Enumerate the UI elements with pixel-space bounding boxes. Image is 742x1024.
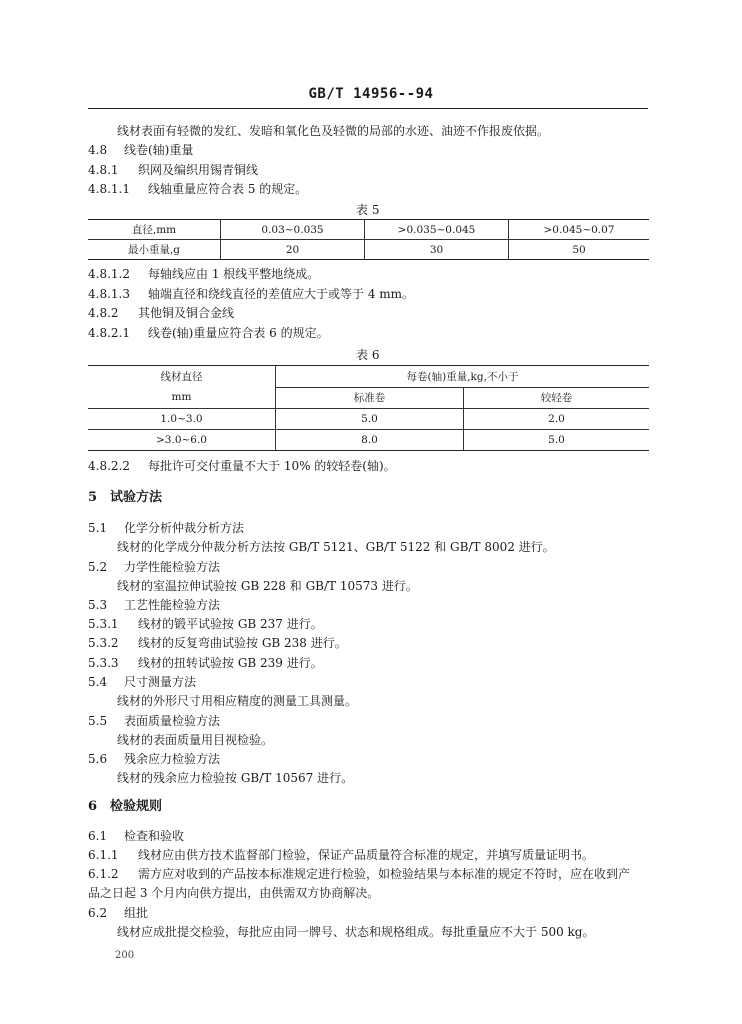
table-5 — [88, 219, 649, 260]
row-label-diameter: 直径,mm — [88, 220, 221, 240]
clause-title: 工艺性能检验方法 — [124, 598, 221, 612]
clause-6-2 — [88, 906, 148, 920]
clause-text: 需方应对收到的产品按本标准规定进行检验，如检验结果与本标准的规定不符时，应在收到产 — [138, 867, 631, 881]
cell-lighter-weight: 5.0 — [548, 434, 565, 446]
clause-text: 线轴重量应符合表 5 的规定。 — [148, 182, 308, 196]
clause-number: 4.8.1 — [88, 163, 119, 177]
clause-text: 线材的锻平试验按 GB 237 进行。 — [138, 617, 323, 631]
table-row — [88, 220, 649, 240]
clause-number: 5.6 — [88, 752, 108, 766]
clause-text: 线材的扭转试验按 GB 239 进行。 — [138, 656, 323, 670]
clause-6-1-2-continuation: 品之日起 3 个月内向供方提出，由供需双方协商解决。 — [88, 886, 380, 900]
clause-text: 每轴线应由 1 根线平整地绕成。 — [148, 267, 320, 281]
clause-number: 5.5 — [88, 714, 108, 728]
clause-number: 5.3.3 — [88, 656, 119, 670]
table-5-caption: 表 5 — [356, 203, 380, 217]
clause-text: 线材应由供方技术监督部门检验，保证产品质量符合标准的规定，并填写质量证明书。 — [138, 848, 595, 862]
row-label-min-weight: 最小重量,g — [88, 240, 221, 260]
cell-min-weight: 30 — [365, 240, 509, 260]
table-row — [88, 366, 649, 388]
header-diameter-label: 线材直径 — [160, 371, 203, 383]
clause-text: 每批许可交付重量不大于 10% 的较轻卷(轴)。 — [148, 459, 396, 473]
header-lighter-coil: 较轻卷 — [540, 392, 573, 405]
cell-diameter: 1.0~3.0 — [88, 409, 276, 430]
section-title: 试验方法 — [110, 490, 163, 505]
clause-title: 检查和验收 — [124, 829, 185, 843]
paragraph-5-4: 线材的外形尺寸用相应精度的测量工具测量。 — [117, 694, 358, 708]
clause-title: 其他铜及铜合金线 — [138, 306, 235, 320]
clause-number: 6.1 — [88, 829, 108, 843]
clause-title: 化学分析仲裁分析方法 — [124, 521, 245, 535]
clause-text: 线材的反复弯曲试验按 GB 238 进行。 — [138, 636, 347, 650]
clause-number: 5.2 — [88, 560, 108, 574]
clause-4-8-1 — [88, 163, 258, 177]
cell-min-weight: 50 — [572, 243, 586, 256]
section-6-heading — [88, 800, 162, 814]
clause-number: 6.1.1 — [88, 848, 119, 862]
table-6-caption: 表 6 — [356, 348, 380, 362]
clause-number: 4.8.1.2 — [88, 267, 130, 281]
clause-title: 尺寸测量方法 — [124, 675, 197, 689]
clause-title: 线卷(轴)重量 — [124, 143, 194, 157]
section-number: 6 — [88, 799, 98, 814]
section-title: 检验规则 — [110, 799, 163, 814]
paragraph-5-2: 线材的室温拉伸试验按 GB 228 和 GB/T 10573 进行。 — [117, 579, 418, 593]
paragraph-5-1: 线材的化学成分仲裁分析方法按 GB/T 5121、GB/T 5122 和 GB/T 8002 进行。 — [117, 540, 555, 554]
col-diameter-range: >0.045~0.07 — [543, 223, 615, 236]
page-header-standard-number: GB/T 14956--94 — [308, 86, 434, 102]
clause-number: 5.4 — [88, 675, 108, 689]
clause-5-3-2 — [88, 636, 347, 650]
cell-lighter-weight: 2.0 — [548, 413, 565, 425]
clause-4-8-1-3 — [88, 287, 414, 301]
clause-5-2 — [88, 560, 220, 574]
clause-5-3-3 — [88, 656, 323, 670]
clause-4-8 — [88, 143, 193, 157]
table-row — [88, 409, 649, 430]
header-standard-coil: 标准卷 — [276, 387, 464, 409]
clause-number: 5.3.2 — [88, 636, 119, 650]
cell-diameter: >3.0~6.0 — [88, 430, 276, 451]
clause-number: 4.8.2 — [88, 306, 119, 320]
table-row — [88, 240, 649, 260]
clause-5-5 — [88, 714, 220, 728]
clause-title: 残余应力检验方法 — [124, 752, 221, 766]
cell-standard-weight: 8.0 — [276, 430, 464, 451]
clause-5-3 — [88, 598, 220, 612]
clause-6-1-2 — [88, 867, 630, 881]
clause-text: 线卷(轴)重量应符合表 6 的规定。 — [148, 326, 329, 340]
clause-4-8-2-1 — [88, 326, 329, 340]
clause-number: 6.2 — [88, 906, 108, 920]
clause-5-4 — [88, 675, 196, 689]
clause-title: 表面质量检验方法 — [124, 714, 221, 728]
clause-4-8-1-2 — [88, 267, 319, 281]
clause-title: 织网及编织用锡青铜线 — [138, 163, 259, 177]
clause-number: 4.8 — [88, 143, 108, 157]
clause-6-1 — [88, 829, 184, 843]
table-6 — [88, 365, 649, 451]
clause-number: 4.8.1.3 — [88, 287, 130, 301]
clause-number: 4.8.2.1 — [88, 326, 130, 340]
clause-number: 4.8.1.1 — [88, 182, 130, 196]
clause-number: 5.1 — [88, 521, 108, 535]
clause-number: 5.3 — [88, 598, 108, 612]
paragraph-5-6: 线材的残余应力检验按 GB/T 10567 进行。 — [117, 771, 354, 785]
col-diameter-range: >0.035~0.045 — [365, 220, 509, 240]
clause-title: 力学性能检验方法 — [124, 560, 221, 574]
header-rule — [88, 108, 648, 109]
clause-5-6 — [88, 752, 220, 766]
clause-title: 组批 — [124, 906, 149, 920]
clause-4-8-2-2 — [88, 459, 396, 473]
clause-4-8-1-1 — [88, 182, 307, 196]
paragraph-5-5: 线材的表面质量用目视检验。 — [117, 733, 274, 747]
clause-number: 4.8.2.2 — [88, 459, 130, 473]
clause-number: 5.3.1 — [88, 617, 119, 631]
paragraph-surface: 线材表面有轻微的发红、发暗和氧化色及轻微的局部的水迹、油迹不作报废依据。 — [117, 124, 550, 138]
clause-text: 轴端直径和绕线直径的差值应大于或等于 4 mm。 — [148, 287, 415, 301]
cell-standard-weight: 5.0 — [276, 409, 464, 430]
section-number: 5 — [88, 490, 98, 505]
cell-min-weight: 20 — [221, 240, 365, 260]
clause-number: 6.1.2 — [88, 867, 119, 881]
page-number: 200 — [115, 950, 135, 961]
header-weight-group: 每卷(轴)重量,kg,不小于 — [276, 366, 650, 388]
clause-4-8-2 — [88, 306, 234, 320]
table-row — [88, 430, 649, 451]
section-5-heading — [88, 491, 162, 505]
clause-6-1-1 — [88, 848, 594, 862]
clause-5-1 — [88, 521, 244, 535]
header-diameter — [88, 366, 276, 409]
header-diameter-unit: mm — [171, 391, 192, 403]
clause-5-3-1 — [88, 617, 323, 631]
col-diameter-range: 0.03~0.035 — [221, 220, 365, 240]
paragraph-6-2: 线材应成批提交检验，每批应由同一牌号、状态和规格组成。每批重量应不大于 500 kg。 — [117, 925, 595, 939]
